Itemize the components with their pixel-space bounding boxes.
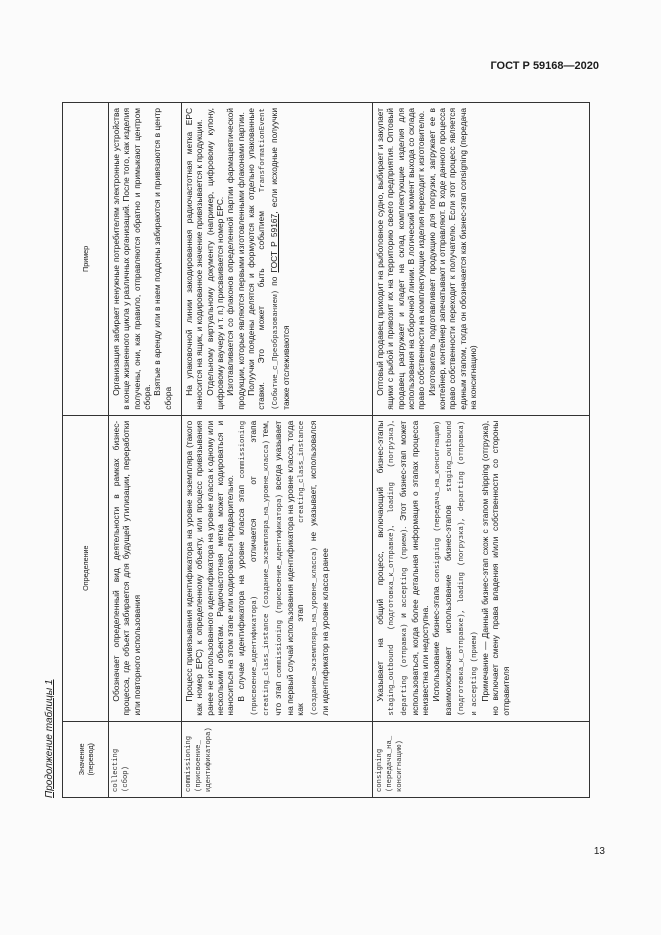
definitions-table bbox=[62, 102, 590, 798]
definition-text: Обозначает определенный вид деятельности в рамках бизнес-процесса, где объект забирается для будущей утилизации, переработки или повторного использования bbox=[111, 420, 142, 716]
example-cell bbox=[182, 103, 373, 416]
example-text: Изготовитель подготавливает продукцию для погрузки, загружает ее в контейнер, контейнер запечатывают и отправляют. В ходе данного процесса право собственности переходит к получателю. Если этот процесс является единым этапом, тогда он обозначается как бизнес-этап consigning (передача на консигнацию) bbox=[426, 108, 479, 410]
example-text: Отдельному виртуальному документу (например, цифровому купону, цифровому ваучеру и т. п.) присваивается номер EPC. bbox=[204, 108, 226, 410]
standard-reference-link[interactable]: ГОСТ Р 59167 bbox=[268, 213, 279, 273]
table-header-row bbox=[63, 103, 109, 798]
definition-cell bbox=[373, 415, 590, 721]
table-caption: Продолжение таблицы 1 bbox=[44, 679, 55, 798]
header-example: Пример bbox=[63, 103, 109, 416]
standard-header: ГОСТ Р 59168—2020 bbox=[490, 60, 599, 72]
page-number: 13 bbox=[593, 846, 605, 857]
definition-text: Процесс привязывания идентификатора на уровне экземпляра (такого как номер EPC) к определенному объекту, или процесс привязывания ранее не использованного идентификатора на уровне класса к одному или нескольким объектам. Радиочастотная метка может кодироваться и наноситься на этом этапе или кодироваться предварительно. bbox=[184, 420, 236, 716]
example-text: Полуучки поядены делятся и формуются как отдельно упакованные ставки. Это может быть событием TransformationEvent (Событие_с_Преобразованием) по ГОСТ Р 59167, если исходные полуучки также отслеживаются bbox=[246, 107, 292, 410]
example-text: Оптовый продавец приходит на рыболовное судно, выбирает и закупает ящики с рыбой и привозит их на территорию своего предприятия. Оптовый продавец разгружает и кладет на склад комплектующие изделия для использования на сборочной линии. В логический момент выхода со склада право собственности на комплектующие изделия переходит к изготовителю. bbox=[375, 108, 427, 410]
value-cell: consigning (передача_на_ консигнацию) bbox=[373, 721, 590, 797]
definition-text: В случае идентификатора на уровне класса этап commissioning (присвоение_идентификатора) отличается от этапа creating_class_instance (создание_экземпляра_на_уровне_класса) тем, что этап commissioning (присвоение_идентификатора) всегда указывает на первый случай использования идентификатора на уровне класса, тогда как этап creating_class_instance (создание_экземпляра_на_уровне_класса) не указывает, использовался ли идентификатор на уровне класса ранее bbox=[235, 420, 331, 716]
example-text: Изготавливается со флаконов определенной партии фармацевтической продукции, которые являются первыми изготовленными флаконами партии. bbox=[225, 108, 246, 410]
example-text: На упаковочной линии закодированная радиочастотная метка EPC наносится на ящик, и кодированное значение привязывается к продукции. bbox=[184, 108, 205, 410]
note-text: Примечание — Данный бизнес-этап схож с этапом shipping (отгрузка), но включает смену права владения и/или собственности со стороны отправителя bbox=[480, 420, 511, 716]
example-cell bbox=[109, 103, 182, 416]
definition-cell bbox=[109, 415, 182, 721]
definition-text: Использование бизнес-этапа consigning (передача_на_консигнацию) взаимоисключает использование бизнес-этапов staging_outbound (подготовка_к_отправке), loading (погрузка), departing (отправка) и accepting (прием) bbox=[430, 420, 479, 716]
value-cell: collecting (сбор) bbox=[109, 721, 182, 797]
definition-cell bbox=[182, 415, 373, 721]
table-row-collecting bbox=[109, 103, 182, 798]
table-row-consigning bbox=[373, 103, 590, 798]
header-definition: Определение bbox=[63, 415, 109, 721]
rotated-table-block bbox=[44, 102, 572, 798]
example-cell bbox=[373, 103, 590, 416]
example-text: Взятые в аренду или в наем поддоны забираются и привязаются в центр сбора bbox=[152, 108, 173, 410]
table-row-commissioning bbox=[182, 103, 373, 798]
header-value: Значение (перевод) bbox=[63, 721, 109, 797]
example-text: Организация забирает ненужные потребителям электронные устройства в конце жизненного цикла у различных организаций. После того, как изделия получены, они, как правило, отправляются обратно и примыкают центром сбора. bbox=[111, 108, 153, 410]
value-cell: commissioning (присвоение_ идентификатора) bbox=[182, 721, 373, 797]
definition-text: Указывает на общий процесс, включающий бизнес-этапы staging_outbound (подготовка_к_отправке), loading (погрузка), departing (отправка) и accepting (прием). Этот бизнес-этап может использоваться, когда более детальная информация о этапах процесса неизвестна или недоступна. bbox=[375, 420, 431, 716]
